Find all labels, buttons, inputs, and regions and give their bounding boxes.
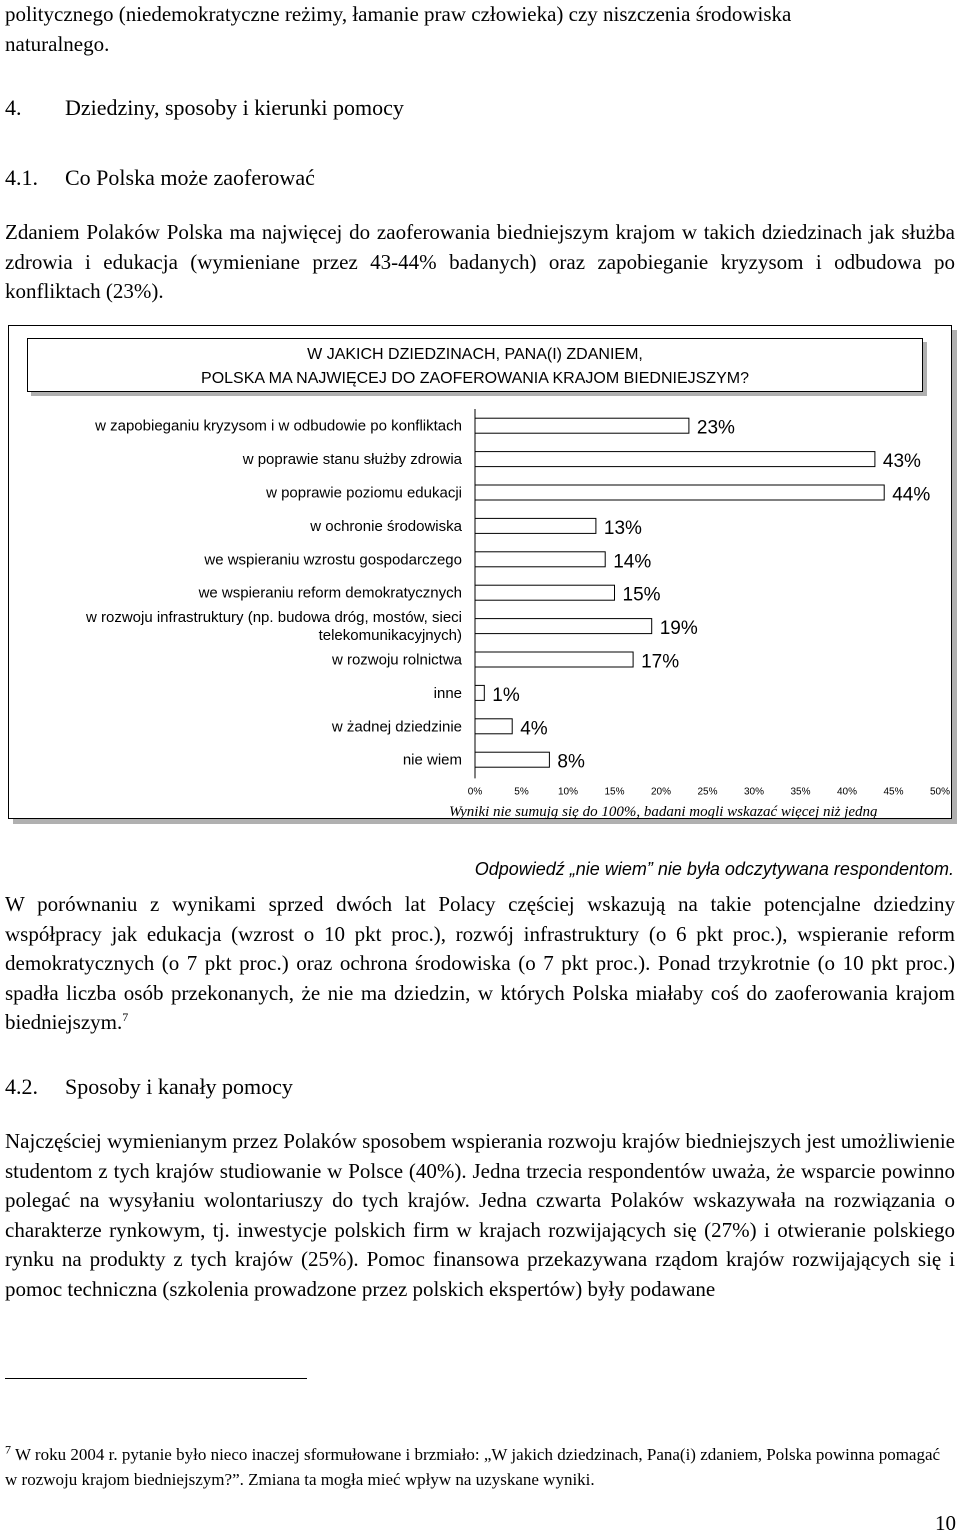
x-tick-label: 40% (836, 786, 858, 798)
value-label: 43% (882, 451, 921, 473)
intro-paragraph (5, 0, 955, 59)
section-title: Co Polska może zaoferować (65, 165, 315, 190)
section-heading-4-2 (5, 1074, 293, 1100)
category-label: telekomunikacyjnych) (318, 627, 462, 645)
paragraph-2 (5, 890, 955, 1038)
intro-line-2: naturalnego. (5, 31, 110, 56)
category-label: w rozwoju infrastruktury (np. budowa dróg, mostów, sieci (86, 609, 462, 627)
chart-title-line-2: POLSKA MA NAJWIĘCEJ DO ZAOFEROWANIA KRAJOM BIEDNIEJSZYM? (201, 370, 749, 387)
bar (475, 452, 875, 467)
chart-note: Wyniki nie sumują się do 100%, badani mogli wskazać więcej niż jedną (449, 804, 878, 819)
bar (475, 685, 484, 700)
bar-chart (8, 325, 952, 819)
footnote-text: W roku 2004 r. pytanie było nieco inaczej sformułowane i brzmiało: „W jakich dziedzinach, Pana(i) zdaniem, Polska powinna pomagać w rozwoju krajom biedniejszym?”. Zmiana ta mogła mieć wpływ na uzyskane wyniki. (5, 1445, 941, 1489)
value-label: 8% (557, 751, 585, 773)
section-number: 4.2. (5, 1074, 38, 1099)
paragraph-3: Najczęściej wymienianym przez Polaków sposobem wspierania rozwoju krajów biedniejszych jest umożliwienie studentom z tych krajów studiowanie w Polsce (40%). Jedna trzecia respondentów uważa, że wsparcie powinno polegać na wysyłaniu wolontariuszy do tych krajów. Jedna czwarta Polaków wskazywała na rozwiązania o charakterze rynkowym, tj. inwestycje polskich firm w krajach rozwijających się (27%) i otwieranie polskiego rynku na produkty z tych krajów (25%). Pomoc finansowa przekazywana rządom krajów rozwijających się i pomoc techniczna (szkolenia prowadzone przez polskich ekspertów) były podawane (5, 1129, 955, 1301)
section-heading-4 (5, 95, 404, 121)
value-label: 19% (659, 618, 698, 640)
bar (475, 619, 652, 634)
x-tick-label: 0% (467, 786, 483, 798)
value-label: 1% (492, 684, 520, 706)
x-tick-label: 10% (557, 786, 579, 798)
x-tick-label: 15% (604, 786, 625, 798)
section-title: Dziedziny, sposoby i kierunki pomocy (65, 95, 404, 120)
bar (475, 652, 633, 667)
category-label: w poprawie poziomu edukacji (266, 484, 462, 502)
category-label: we wspieraniu reform demokratycznych (198, 584, 462, 602)
value-label: 17% (641, 651, 680, 673)
bar (475, 552, 605, 567)
bar (475, 719, 512, 734)
x-tick-label: 45% (883, 786, 904, 798)
bar (475, 752, 549, 767)
value-label: 14% (613, 551, 652, 573)
category-label: inne (433, 684, 462, 702)
footnote-separator (5, 1378, 307, 1379)
paragraph-2-text: W porównaniu z wynikami sprzed dwóch lat Polacy częściej wskazują na takie potencjalne dziedziny współpracy jak edukacja (wzrost o 10 pkt proc.), rozwój infrastruktury (o 6 pkt proc.), wspieranie reform demokratycznych (o 7 pkt proc.) oraz ochrona środowiska (o 7 pkt proc.). Ponad trzykrotnie (o 10 pkt proc.) spadła liczba osób przekonanych, że nie ma dziedzin, w których Polska miałaby coś do zaoferowania krajom biedniejszym. (5, 892, 955, 1034)
category-label: w rozwoju rolnictwa (331, 651, 462, 669)
section-heading-4-1 (5, 165, 315, 191)
value-label: 44% (892, 484, 931, 506)
category-label: nie wiem (402, 751, 462, 769)
category-label: w poprawie stanu służby zdrowia (242, 451, 462, 469)
bar (475, 418, 689, 433)
x-tick-label: 25% (697, 786, 718, 798)
x-tick-label: 30% (743, 786, 765, 798)
value-label: 15% (622, 584, 661, 606)
section-title: Sposoby i kanały pomocy (65, 1074, 293, 1099)
footnote-ref[interactable]: 7 (122, 1010, 129, 1024)
bar (475, 585, 615, 600)
page-number: 10 (935, 1511, 956, 1535)
chart-title-line-1: W JAKICH DZIEDZINACH, PANA(I) ZDANIEM, (307, 346, 643, 363)
value-label: 13% (603, 517, 642, 539)
section-number: 4. (5, 95, 22, 120)
footnote (5, 1442, 955, 1492)
x-tick-label: 20% (650, 786, 672, 798)
chart-caption: Odpowiedź „nie wiem” nie była odczytywana respondentom. (474, 859, 954, 879)
intro-line-1: politycznego (niedemokratyczne reżimy, łamanie praw człowieka) czy niszczenia środowiska (5, 2, 792, 26)
bar (475, 518, 596, 533)
x-tick-label: 35% (790, 786, 811, 798)
chart-plot (9, 326, 951, 818)
x-tick-label: 5% (514, 786, 529, 798)
value-label: 4% (520, 718, 548, 740)
category-label: w zapobieganiu kryzysom i w odbudowie po konfliktach (95, 417, 462, 435)
category-label: w żadnej dziedzinie (331, 718, 462, 736)
category-label: w ochronie środowiska (310, 517, 462, 535)
category-label: we wspieraniu wzrostu gospodarczego (204, 551, 462, 569)
footnote-number: 7 (5, 1442, 11, 1457)
value-label: 23% (696, 417, 735, 439)
paragraph-1: Zdaniem Polaków Polska ma najwięcej do zaoferowania biedniejszym krajom w takich dziedzinach jak służba zdrowia i edukacja (wymieniane przez 43-44% badanych) oraz zapobieganie kryzysom i odbudowa po konfliktach (23%). (5, 220, 955, 303)
x-tick-label: 50% (929, 786, 951, 798)
section-number: 4.1. (5, 165, 38, 190)
bar (475, 485, 884, 500)
